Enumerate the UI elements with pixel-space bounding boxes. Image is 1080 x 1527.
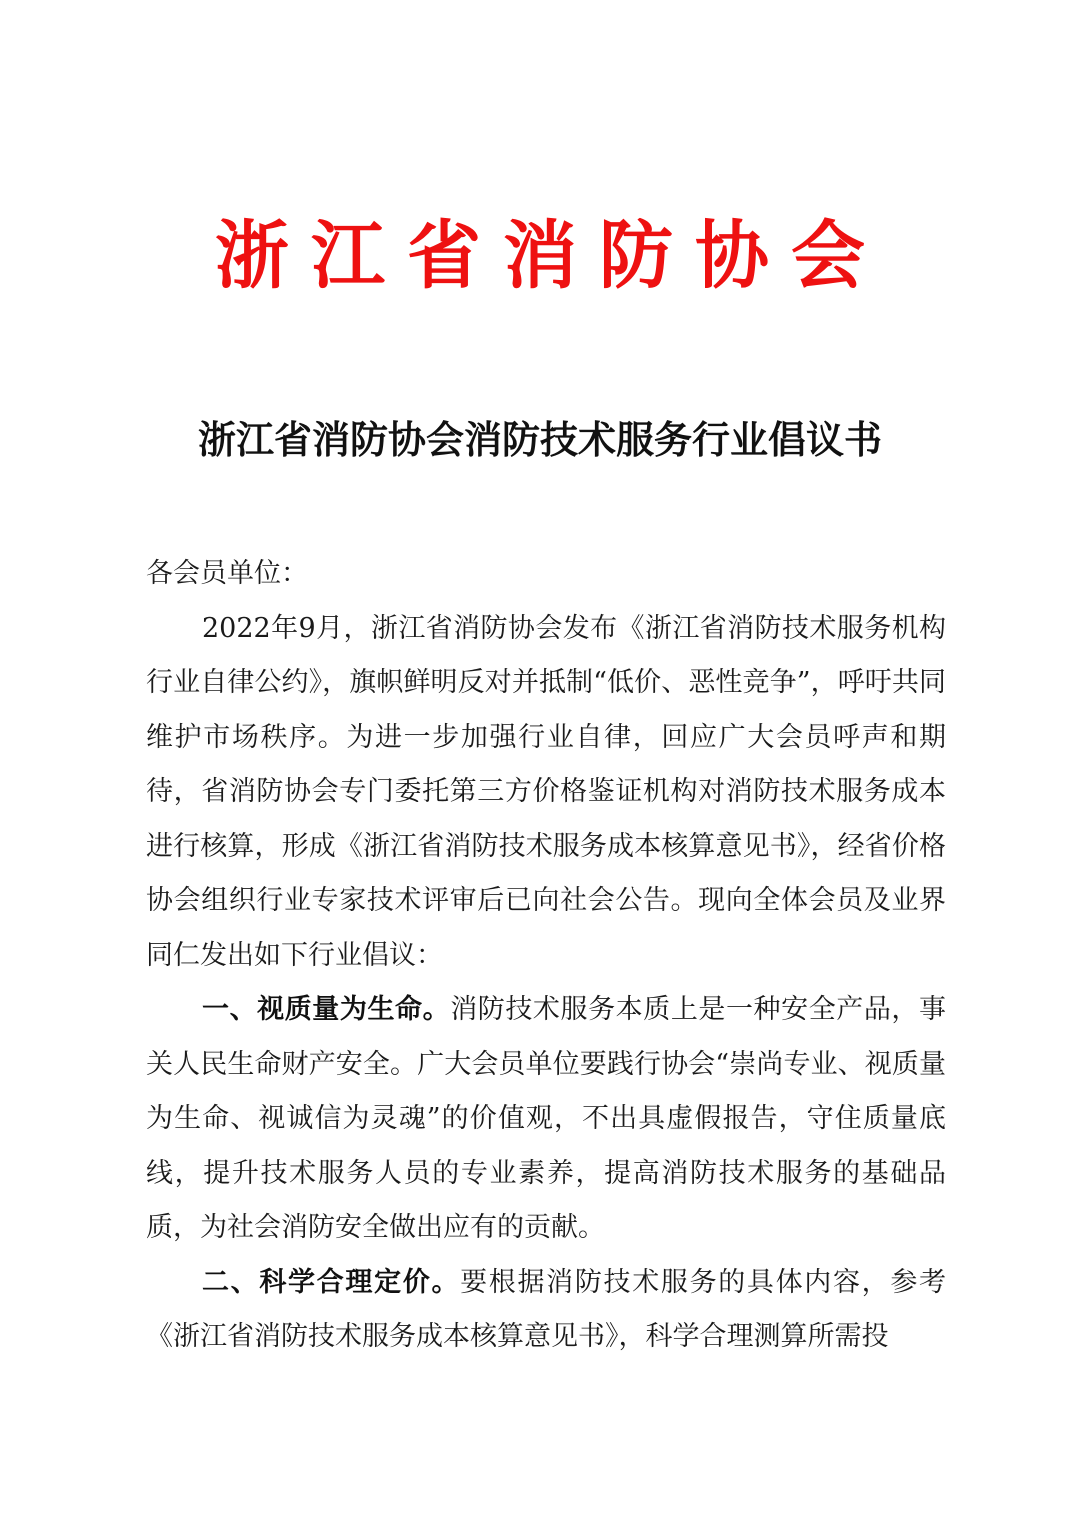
paragraph-pricing-heading: 二、科学合理定价。 (202, 1266, 461, 1298)
document-title: 浙江省消防协会消防技术服务行业倡议书 (197, 417, 882, 462)
paragraph-pricing (146, 1256, 946, 1365)
paragraph-quality-heading: 一、视质量为生命。 (202, 994, 451, 1025)
salutation: 各会员单位： (146, 558, 308, 589)
paragraph-pricing-text: 要根据消防技术服务的具体内容，参考《浙江省消防技术服务成本核算意见书》，科学合理测算所需投 (146, 1266, 947, 1352)
paragraph-intro: 2022年9月，浙江省消防协会发布《浙江省消防技术服务机构行业自律公约》，旗帜鲜明反对并抵制“低价、恶性竞争”，呼吁共同维护市场秩序。为进一步加强行业自律，回应广大会员呼声和期待，省消防协会专门委托第三方价格鉴证机构对消防技术服务成本进行核算，形成《浙江省消防技术服务成本核算意见书》，经省价格协会组织行业专家技术评审后已向社会公告。现向全体会员及业界同仁发出如下行业倡议： (146, 612, 946, 971)
paragraph-quality (146, 983, 946, 1256)
paragraph-quality-text: 消防技术服务本质上是一种安全产品，事关人民生命财产安全。广大会员单位要践行协会“崇尚专业、视质量为生命、视诚信为灵魂”的价值观，不出具虚假报告，守住质量底线，提升技术服务人员的专业素养，提高消防技术服务的基础品质，为社会消防安全做出应有的贡献。 (146, 994, 947, 1243)
org-letterhead: 浙江省消防协会 (215, 213, 887, 299)
document-body (146, 547, 946, 1365)
